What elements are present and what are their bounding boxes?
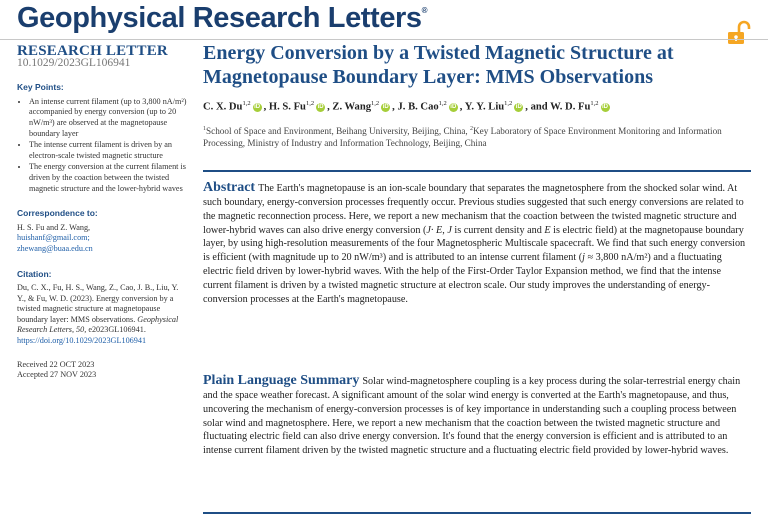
author-affiliation-sup: 1,2 xyxy=(438,100,447,107)
author-name[interactable]: Y. Y. Liu xyxy=(464,101,505,113)
author-name[interactable]: W. D. Fu xyxy=(550,101,591,113)
author-affiliation-sup: 1,2 xyxy=(590,100,599,107)
author-separator: , xyxy=(263,101,269,113)
author-name[interactable]: Z. Wang xyxy=(332,101,372,113)
orcid-icon[interactable]: iD xyxy=(382,103,389,110)
doi-label: 10.1029/2023GL106941 xyxy=(17,56,131,69)
author-name[interactable]: H. S. Fu xyxy=(268,101,306,113)
article-type-label: RESEARCH LETTER xyxy=(17,43,168,59)
orcid-icon[interactable]: iD xyxy=(254,103,261,110)
orcid-icon[interactable]: iD xyxy=(450,103,457,110)
author-separator: , xyxy=(327,101,333,113)
author-separator: , xyxy=(392,101,398,113)
key-point: • The intense current filament is driven by an electron-scale twisted magnetic structure xyxy=(29,140,189,161)
sidebar xyxy=(17,43,189,381)
received-date: Received 22 OCT 2023 xyxy=(17,359,95,369)
author-affiliation-sup: 1,2 xyxy=(504,100,513,107)
journal-title: Geophysical Research Letters® xyxy=(17,2,428,34)
article-title: Energy Conversion by a Twisted Magnetic Structure at Magnetopause Boundary Layer: MMS Observations xyxy=(203,42,674,88)
author-list xyxy=(203,97,751,115)
author-affiliation-sup: 1,2 xyxy=(305,100,315,107)
affiliations: $^1$School of Space and Environment, Beihang University, Beijing, China, $^2$Key Laboratory of Space Environment Monitoring and Information Processing, Ministry of Industry and Information Technology, Beijing, China xyxy=(203,125,722,149)
article-header xyxy=(203,42,751,150)
orcid-icon[interactable]: iD xyxy=(317,103,324,110)
email-link[interactable]: zhewang@buaa.edu.cn xyxy=(17,243,93,253)
citation-heading: Citation: xyxy=(17,268,52,279)
header-divider xyxy=(0,39,768,40)
section-divider xyxy=(203,512,751,514)
correspondence-names: H. S. Fu and Z. Wang, xyxy=(17,222,91,232)
accepted-date: Accepted 27 NOV 2023 xyxy=(17,370,97,380)
plain-language-summary-section: Plain Language Summary Solar wind-magnetosphere coupling is a key process during the solar-terrestrial energy chain and the space weather forecast. A significant amount of the solar wind energy is converted at the Earth's magnetopause, and thus, uncovering the mechanism of energy-conversion processes is of key importance in understanding such a coupling process between solar wind and magnetosphere. Here, we report a new mechanism that the coaction between the twisted magnetic structure and fluctuating electric field can also drive energy conversion. It's found that the energy conversion is efficient and is attributed to an intense current filament driven by the twisted magnetic structure and a fluctuating electric field provided by lower-hybrid waves. xyxy=(203,373,741,457)
orcid-icon[interactable]: iD xyxy=(602,103,608,110)
registered-mark: ® xyxy=(421,6,428,15)
author-separator: , xyxy=(459,101,465,113)
key-points-heading: Key Points: xyxy=(17,82,64,93)
key-points-list xyxy=(17,97,189,194)
author-affiliation-sup: 1,2 xyxy=(242,100,251,107)
plain-language-summary-heading: Plain Language Summary xyxy=(203,373,360,388)
abstract-section: Abstract The Earth's magnetopause is an ion-scale boundary that separates the magnetosphere from the shocked solar wind. At such boundary, energy-conversion processes frequently occur. Previous studies suggested that such energy conversions are related to the magnetic reconnection process. Here, we report a new mechanism that the coaction between the twisted magnetic structure and lower-hybrid waves can also drive energy conversion (J· E, J is current density and E is electric field) at the magnetopause boundary layer, by using high-resolution measurements of the four Magnetospheric Multiscale spacecraft. We find that such energy conversion is efficient (with magnitude up to 20 nW/m³) and is attributed to an intense current filament (j ≈ 3,800 nA/m²) and a fluctuating electric field driven by lower-hybrid waves. With the help of the First-Order Taylor Expansion method, we find that the intense current filament is driven by a twisted magnetic structure at electron scale. Our study improves the understanding of energy-conversion processes at the Earth's magnetopause. xyxy=(203,180,746,305)
orcid-icon[interactable]: iD xyxy=(515,103,522,110)
author-name[interactable]: C. X. Du xyxy=(203,101,243,113)
section-divider xyxy=(203,170,751,172)
citation-text: Du, C. X., Fu, H. S., Wang, Z., Cao, J. B., Liu, Y. Y., & Fu, W. D. (2023). Energy conversion by a twisted magnetic structure at magnetopause boundary layer: MMS observations. Geophysical Research Letters, 50, e2023GL106941. https://doi.org/10.1029/2023GL106941 xyxy=(17,283,179,346)
citation-doi-link[interactable]: https://doi.org/10.1029/2023GL106941 xyxy=(17,336,147,346)
key-point: • An intense current filament (up to 3,800 nA/m²) accompanied by energy conversion (up to 20 nW/m³) are observed at the magnetopause boundary layer xyxy=(29,97,189,139)
correspondence-heading: Correspondence to: xyxy=(17,208,98,219)
author-affiliation-sup: 1,2 xyxy=(371,100,380,107)
author-separator: , and xyxy=(525,101,551,113)
author-name[interactable]: J. B. Cao xyxy=(397,101,439,113)
abstract-heading: Abstract xyxy=(203,180,256,195)
email-link[interactable]: huishanf@gmail.com; xyxy=(17,233,90,243)
key-point: • The energy conversion at the current filament is driven by the coaction between the twisted magnetic structure and the lower-hybrid waves xyxy=(29,162,189,194)
